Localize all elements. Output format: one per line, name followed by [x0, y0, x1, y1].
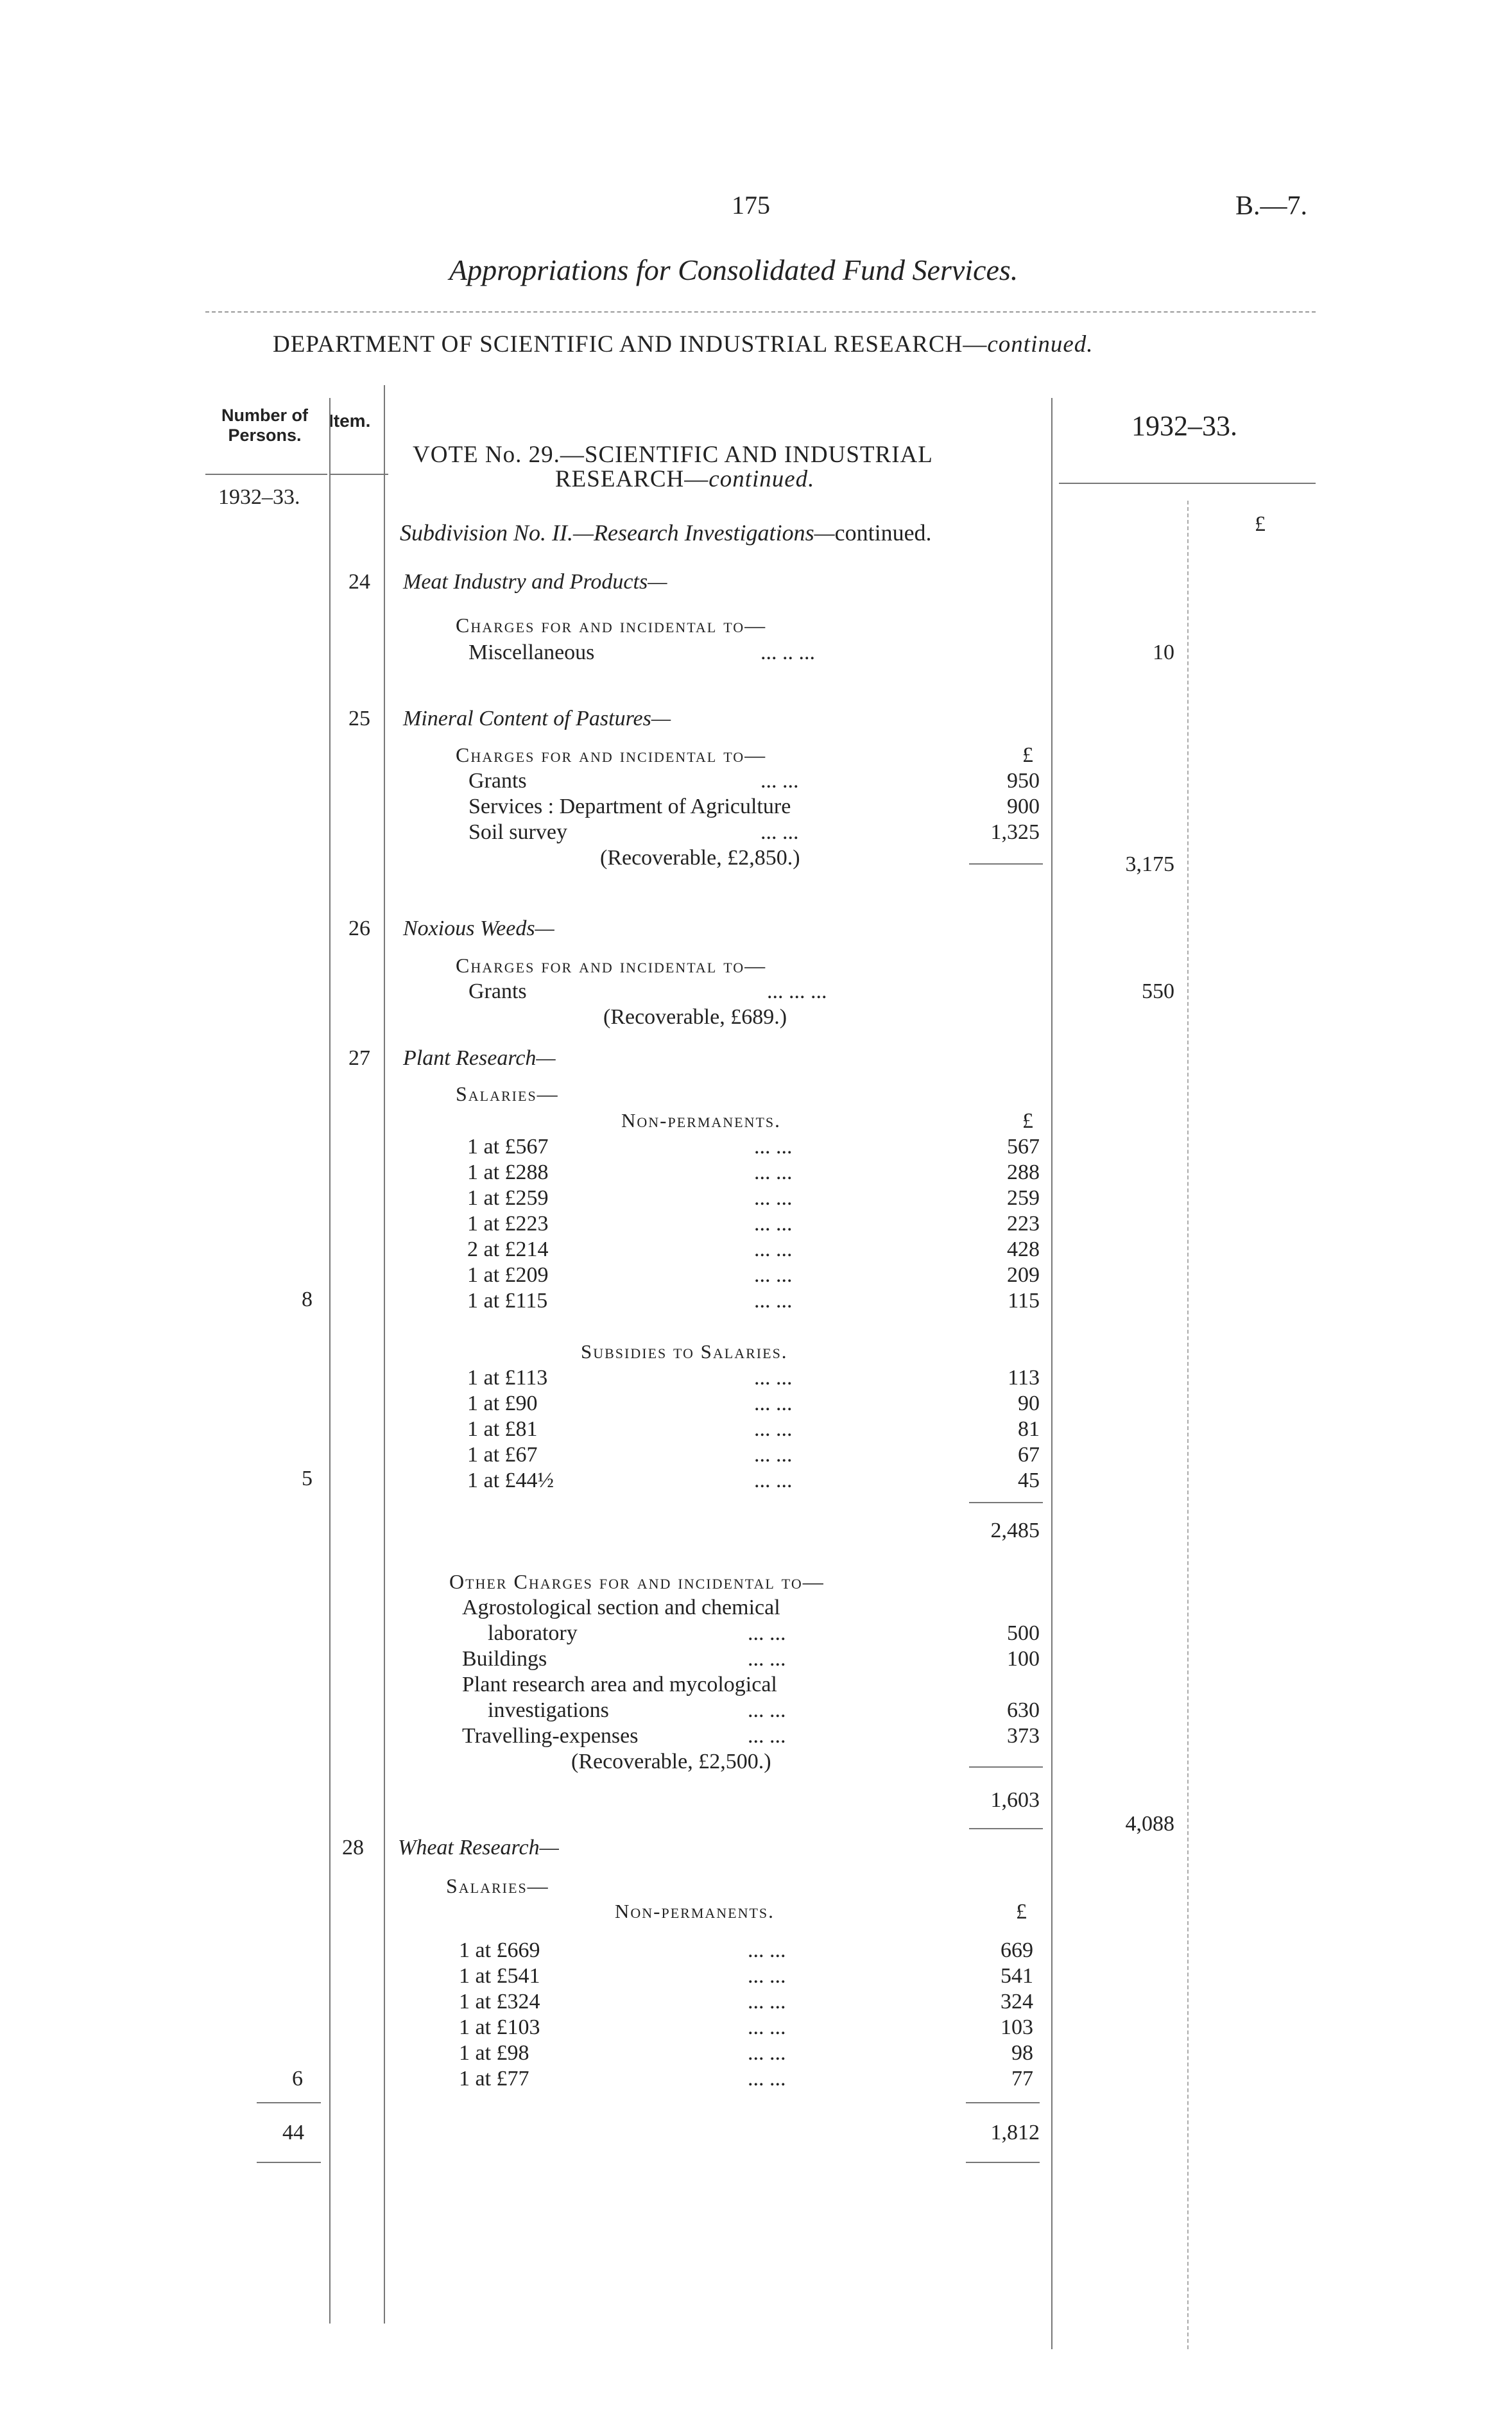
- line-amount: 45: [1018, 1469, 1040, 1492]
- item-title-wheat-research: Wheat Research—: [398, 1836, 559, 1859]
- leader-dots: ... ...: [754, 1135, 793, 1159]
- item-number-26: 26: [348, 917, 370, 940]
- salaries-heading: Salaries—: [446, 1874, 549, 1897]
- leader-dots: ... ...: [754, 1417, 793, 1441]
- line-label: Travelling-expenses: [462, 1724, 639, 1748]
- leader-dots: ... ...: [748, 1724, 786, 1748]
- line-amount: 77: [1011, 2067, 1033, 2091]
- line-label: Grants: [468, 769, 527, 793]
- non-permanents-heading: Non-permanents.: [615, 1900, 775, 1922]
- item-title-noxious-weeds: Noxious Weeds—: [403, 917, 554, 940]
- item-heading: Item.: [329, 411, 371, 431]
- total-column-rule: [1187, 501, 1189, 2349]
- recoverable-note: (Recoverable, £2,850.): [600, 846, 800, 870]
- number-of-persons-heading: Number of Persons.: [221, 406, 308, 445]
- line-amount: 100: [1007, 1647, 1040, 1671]
- salaries-subtotal: 2,485: [990, 1519, 1040, 1542]
- item-title-mineral-content: Mineral Content of Pastures—: [403, 707, 671, 730]
- line-label: 1 at £669: [459, 1938, 540, 1962]
- line-amount: 209: [1007, 1263, 1040, 1287]
- salaries-subtotal: 1,812: [990, 2121, 1040, 2144]
- description-column-rule: [1051, 398, 1052, 2349]
- persons-count: 5: [302, 1467, 313, 1490]
- currency-sign: £: [1022, 743, 1033, 767]
- line-label: 1 at £113: [467, 1366, 548, 1390]
- line-amount: 500: [1007, 1621, 1040, 1645]
- leader-dots: ... ...: [760, 820, 799, 844]
- currency-heading: £: [1255, 512, 1266, 536]
- item-number-27: 27: [348, 1046, 370, 1070]
- line-label: 1 at £77: [459, 2067, 529, 2091]
- line-amount: 115: [1008, 1289, 1040, 1313]
- persons-heading-rule: [205, 474, 327, 475]
- line-label: 1 at £115: [467, 1289, 548, 1313]
- other-charges-heading: Other Charges for and incidental to—: [449, 1570, 825, 1593]
- line-amount: 103: [1001, 2015, 1033, 2039]
- leader-dots: ... ...: [748, 1698, 786, 1722]
- recoverable-note: (Recoverable, £689.): [603, 1005, 787, 1029]
- line-amount: 113: [1008, 1366, 1040, 1390]
- line-label: Soil survey: [468, 820, 567, 844]
- line-amount: 1,325: [990, 820, 1040, 844]
- line-label: 1 at £81: [467, 1417, 538, 1441]
- line-label: 1 at £67: [467, 1443, 538, 1467]
- item-total-24: 10: [1153, 641, 1174, 664]
- persons-total-rule: [257, 2162, 321, 2163]
- line-label: 1 at £223: [467, 1212, 549, 1236]
- line-amount: 288: [1007, 1160, 1040, 1184]
- subtotal-rule: [966, 2162, 1040, 2163]
- amount-heading-rule: [1059, 483, 1316, 484]
- leader-dots: ... ...: [754, 1263, 793, 1287]
- leader-dots: ... ...: [754, 1366, 793, 1390]
- line-label: 1 at £103: [459, 2015, 540, 2039]
- currency-sign: £: [1022, 1109, 1033, 1133]
- leader-dots: ... ...: [754, 1392, 793, 1415]
- subtotal-rule: [969, 1502, 1043, 1503]
- leader-dots: ... ...: [754, 1186, 793, 1210]
- charges-heading-24: Charges for and incidental to—: [456, 614, 767, 637]
- subdivision-heading: Subdivision No. II.—Research Investigations—continued.: [400, 520, 932, 546]
- item-column-rule: [384, 385, 385, 2324]
- item-number-25: 25: [348, 707, 370, 730]
- line-label: 1 at £44½: [467, 1469, 554, 1492]
- line-amount: 541: [1001, 1964, 1033, 1988]
- recoverable-note: (Recoverable, £2,500.): [571, 1750, 771, 1773]
- amount-year: 1932–33.: [1131, 410, 1237, 442]
- line-label: 1 at £90: [467, 1392, 538, 1415]
- line-amount: 567: [1007, 1135, 1040, 1159]
- line-amount: 950: [1007, 769, 1040, 793]
- persons-column-rule: [329, 398, 331, 2324]
- line-label-miscellaneous: Miscellaneous: [468, 641, 595, 664]
- leader-dots: ... ...: [754, 1289, 793, 1313]
- charges-heading-26: Charges for and incidental to—: [456, 954, 767, 977]
- persons-total-rule: [257, 2102, 321, 2103]
- leader-dots: ... ...: [754, 1443, 793, 1467]
- item-total-27: 4,088: [1125, 1812, 1174, 1836]
- leader-dots: ... .. ...: [760, 641, 815, 664]
- leader-dots: ... ... ...: [767, 979, 827, 1003]
- line-amount: 630: [1007, 1698, 1040, 1722]
- line-label: Buildings: [462, 1647, 547, 1671]
- header-rule: [205, 311, 1316, 313]
- line-label: 1 at £288: [467, 1160, 549, 1184]
- page-number: 175: [732, 191, 770, 220]
- vote-title-line1: VOTE No. 29.—SCIENTIFIC AND INDUSTRIAL: [413, 442, 933, 468]
- leader-dots: ... ...: [748, 2015, 786, 2039]
- salaries-heading: Salaries—: [456, 1082, 559, 1105]
- leader-dots: ... ...: [760, 769, 799, 793]
- leader-dots: ... ...: [748, 2041, 786, 2065]
- non-permanents-heading: Non-permanents.: [621, 1109, 781, 1132]
- persons-count: 8: [302, 1288, 313, 1311]
- line-amount: 324: [1001, 1990, 1033, 2014]
- currency-sign: £: [1016, 1900, 1027, 1924]
- item-number-24: 24: [348, 570, 370, 594]
- leader-dots: ... ...: [754, 1160, 793, 1184]
- line-amount: 669: [1001, 1938, 1033, 1962]
- leader-dots: ... ...: [754, 1212, 793, 1236]
- persons-total: 44: [282, 2121, 304, 2144]
- line-label-grants: Grants: [468, 979, 527, 1003]
- item-total-25: 3,175: [1125, 852, 1174, 876]
- vote-title-line2: RESEARCH—continued.: [555, 466, 815, 492]
- line-label: 2 at £214: [467, 1238, 549, 1261]
- item-heading-rule: [331, 474, 388, 475]
- item-title-meat-industry: Meat Industry and Products—: [403, 570, 667, 594]
- line-label: Agrostological section and chemical: [462, 1596, 780, 1619]
- page-title: Appropriations for Consolidated Fund Services.: [449, 254, 1018, 286]
- charges-heading-25: Charges for and incidental to—: [456, 743, 767, 766]
- leader-dots: ... ...: [748, 1990, 786, 2014]
- leader-dots: ... ...: [748, 1964, 786, 1988]
- line-amount: 81: [1018, 1417, 1040, 1441]
- leader-dots: ... ...: [748, 1647, 786, 1671]
- item-total-26: 550: [1142, 979, 1174, 1003]
- line-amount: 67: [1018, 1443, 1040, 1467]
- persons-count: 6: [292, 2067, 303, 2091]
- other-charges-subtotal: 1,603: [990, 1788, 1040, 1812]
- line-amount: 90: [1018, 1392, 1040, 1415]
- line-label-continued: laboratory: [488, 1621, 578, 1645]
- line-label: 1 at £209: [467, 1263, 549, 1287]
- department-heading: DEPARTMENT OF SCIENTIFIC AND INDUSTRIAL RESEARCH—continued.: [273, 331, 1094, 358]
- line-label-continued: investigations: [488, 1698, 609, 1722]
- line-amount: 373: [1007, 1724, 1040, 1748]
- leader-dots: ... ...: [748, 2067, 786, 2091]
- line-label: 1 at £567: [467, 1135, 549, 1159]
- line-label: 1 at £259: [467, 1186, 549, 1210]
- document-reference: B.—7.: [1235, 191, 1308, 221]
- persons-year: 1932–33.: [218, 485, 300, 509]
- item-title-plant-research: Plant Research—: [403, 1046, 556, 1070]
- subtotal-rule: [969, 1766, 1043, 1768]
- subsidies-heading: Subsidies to Salaries.: [581, 1340, 788, 1363]
- line-amount: 259: [1007, 1186, 1040, 1210]
- leader-dots: ... ...: [748, 1938, 786, 1962]
- line-label: 1 at £324: [459, 1990, 540, 2014]
- leader-dots: ... ...: [754, 1238, 793, 1261]
- line-label: Services : Department of Agriculture: [468, 795, 791, 818]
- line-amount: 223: [1007, 1212, 1040, 1236]
- line-amount: 900: [1007, 795, 1040, 818]
- subtotal-rule: [969, 863, 1043, 865]
- line-amount: 98: [1011, 2041, 1033, 2065]
- leader-dots: ... ...: [748, 1621, 786, 1645]
- line-label: 1 at £98: [459, 2041, 529, 2065]
- line-label: Plant research area and mycological: [462, 1673, 777, 1696]
- item-number-28: 28: [342, 1836, 364, 1859]
- subtotal-rule: [969, 1828, 1043, 1829]
- line-label: 1 at £541: [459, 1964, 540, 1988]
- leader-dots: ... ...: [754, 1469, 793, 1492]
- subtotal-rule: [966, 2102, 1040, 2103]
- line-amount: 428: [1007, 1238, 1040, 1261]
